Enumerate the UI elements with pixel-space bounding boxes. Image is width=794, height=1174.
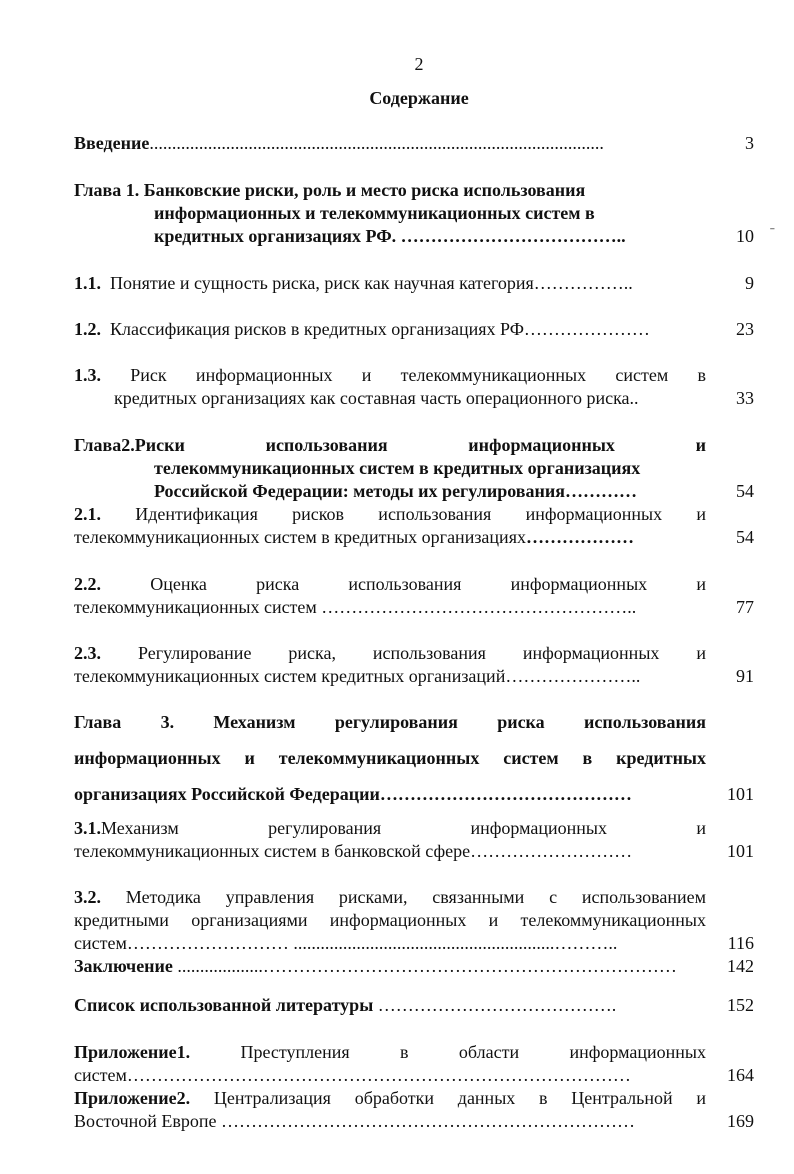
- page-ref: 116: [727, 933, 754, 953]
- entry-leader: ………………: [525, 527, 634, 547]
- chapter-1-title-line2: информационных и телекоммуникационных систем в: [154, 203, 595, 223]
- page-ref: 23: [736, 319, 754, 339]
- toc-entry-bibliography: [74, 995, 616, 1016]
- page-ref: 54: [736, 527, 754, 547]
- page-ref: 10: [736, 226, 754, 246]
- page-ref: 152: [727, 995, 754, 1015]
- section-number: 1.3.: [74, 365, 101, 385]
- chapter-3-title-line2: информационных и телекоммуникационных систем в кредитных: [74, 748, 706, 768]
- toc-entry-appendix-2-line1: [74, 1088, 706, 1109]
- page-ref: 9: [745, 273, 754, 293]
- section-number: 1.1.: [74, 273, 101, 293]
- section-number: 2.1.: [74, 504, 101, 524]
- page-ref: 77: [736, 597, 754, 617]
- section-number: 1.2.: [74, 319, 101, 339]
- appendix-title: Централизация обработки данных в Центральной и: [213, 1088, 706, 1108]
- section-title: Регулирование риска, использования информационных и: [137, 643, 706, 663]
- toc-entry-3-2-line3: систем……………………… ..........................................................………..: [74, 933, 618, 953]
- chapter-3-title-line1: Глава 3. Механизм регулирования риска использования: [74, 712, 706, 732]
- entry-label: Заключение: [74, 956, 173, 976]
- section-title: Риск информационных и телекоммуникационных систем в: [130, 365, 707, 385]
- section-number: 2.2.: [74, 574, 101, 594]
- page-ref: 91: [736, 666, 754, 686]
- chapter-2-title-line2: телекоммуникационных систем в кредитных организациях: [154, 458, 641, 478]
- page-title: Содержание: [369, 88, 469, 108]
- entry-leader: ...................……………………………………………………………: [172, 956, 677, 976]
- section-title: Методика управления рисками, связанными с использованием: [125, 887, 706, 907]
- section-title-cont: телекоммуникационных систем в кредитных организациях: [74, 527, 526, 547]
- toc-entry-3-2-line2: кредитными организациями информационных и телекоммуникационных: [74, 910, 706, 930]
- chapter-2-title-line1: Глава2.Риски использования информационных и: [74, 435, 706, 455]
- toc-entry-1-3-line2: кредитных организациях как составная часть операционного риска..: [114, 388, 639, 408]
- toc-entry-conclusion: [74, 956, 677, 977]
- section-title: Понятие и сущность риска, риск как научная категория……………..: [110, 273, 633, 293]
- toc-entry-1-2: [74, 319, 650, 340]
- entry-leader: ………………………………….: [373, 995, 617, 1015]
- entry-label: Список использованной литературы: [74, 995, 374, 1015]
- page-ref: 164: [727, 1065, 754, 1085]
- toc-entry-1-1: [74, 273, 633, 294]
- toc-entry-2-3-line1: [74, 643, 706, 664]
- page-ref: 3: [745, 133, 754, 153]
- page-ref: 101: [727, 784, 754, 804]
- page-number: 2: [414, 54, 424, 74]
- toc-entry-3-1-line2: телекоммуникационных систем в банковской сфере………………………: [74, 841, 633, 861]
- chapter-2-title-line3: Российской Федерации: методы их регулирования…………: [154, 481, 638, 501]
- toc-entry-3-2-line1: [74, 887, 706, 908]
- toc-entry-1-3-line1: [74, 365, 706, 386]
- chapter-3-title-line3: организациях Российской Федерации……………………………………: [74, 784, 632, 804]
- section-title: Идентификация рисков использования информационных и: [135, 504, 707, 524]
- section-title: Классификация рисков в кредитных организациях РФ…………………: [110, 319, 650, 339]
- toc-entry-2-1-line2: [74, 527, 634, 548]
- appendix-title: Преступления в области информационных: [240, 1042, 706, 1062]
- toc-entry-2-1-line1: [74, 504, 706, 525]
- toc-entry-2-2-line1: [74, 574, 706, 595]
- page-ref: 169: [727, 1111, 754, 1131]
- toc-entry-intro: [74, 133, 704, 154]
- page-ref: 101: [727, 841, 754, 861]
- section-number: 3.2.: [74, 887, 101, 907]
- page-ref: 33: [736, 388, 754, 408]
- toc-entry-2-2-line2: телекоммуникационных систем ……………………………………………..: [74, 597, 637, 617]
- appendix-label: Приложение2.: [74, 1088, 191, 1108]
- chapter-1-title-line1: Глава 1. Банковские риски, роль и место риска использования: [74, 180, 586, 200]
- toc-entry-3-1-line1: [74, 818, 706, 839]
- toc-entry-appendix-1-line1: [74, 1042, 706, 1063]
- toc-entry-appendix-1-line2: систем…………………………………………………………………………: [74, 1065, 631, 1085]
- chapter-1-title-line3: кредитных организациях РФ. ………………………………..: [154, 226, 626, 246]
- section-number: 2.3.: [74, 643, 101, 663]
- toc-entry-appendix-2-line2: Восточной Европе ……………………………………………………………: [74, 1111, 636, 1131]
- page-ref: 54: [736, 481, 754, 501]
- section-title: Оценка риска использования информационных и: [150, 574, 706, 594]
- section-title: Механизм регулирования информационных и: [101, 818, 706, 838]
- margin-mark: ˉ: [770, 226, 775, 241]
- page-ref: 142: [727, 956, 754, 976]
- toc-entry-2-3-line2: телекоммуникационных систем кредитных организаций…………………..: [74, 666, 641, 686]
- appendix-label: Приложение1.: [74, 1042, 191, 1062]
- entry-leader: .....................................................................................................: [149, 133, 604, 153]
- entry-label: Введение: [74, 133, 150, 153]
- section-number: 3.1.: [74, 818, 101, 838]
